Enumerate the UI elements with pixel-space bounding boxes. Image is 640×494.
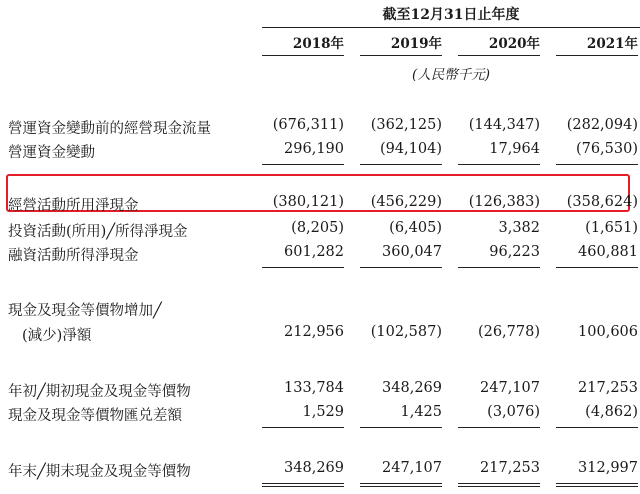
table-cell: (6,405) <box>389 220 442 236</box>
year-header-2018: 2018年 <box>292 36 344 52</box>
year-header-2020: 2020年 <box>488 36 540 52</box>
table-cell: (4,862) <box>585 404 638 420</box>
table-cell: 3,382 <box>498 220 540 236</box>
table-cell: 601,282 <box>284 244 344 260</box>
subtotal-rule <box>360 427 442 428</box>
table-cell: 1,425 <box>400 404 442 420</box>
table-cell: 96,223 <box>489 244 540 260</box>
subtotal-rule <box>262 164 344 165</box>
table-cell: 460,881 <box>578 244 638 260</box>
subtotal-rule <box>556 267 638 268</box>
table-cell: (1,651) <box>585 220 638 236</box>
row-label-pre-wc-operating-cashflow: 營運資金變動前的經營現金流量 <box>8 121 211 137</box>
year-header-rule <box>360 55 442 56</box>
table-cell: 212,956 <box>284 324 344 340</box>
period-title: 截至12月31日止年度 <box>382 7 520 23</box>
table-cell: 247,107 <box>480 380 540 396</box>
table-cell: (676,311) <box>272 117 344 133</box>
subtotal-rule <box>556 164 638 165</box>
year-header-rule <box>262 55 344 56</box>
unit-label: (人民幣千元) <box>411 67 491 83</box>
year-header-rule <box>556 55 638 56</box>
table-cell: (102,587) <box>370 324 442 340</box>
subtotal-rule <box>458 164 540 165</box>
table-cell: 1,529 <box>302 404 344 420</box>
total-double-rule <box>556 483 638 487</box>
table-cell: (282,094) <box>566 117 638 133</box>
subtotal-rule <box>262 267 344 268</box>
table-cell: 217,253 <box>578 380 638 396</box>
year-header-2021: 2021年 <box>586 36 638 52</box>
table-cell: 348,269 <box>382 380 442 396</box>
table-cell: (456,229) <box>370 194 442 210</box>
total-double-rule <box>458 483 540 487</box>
table-cell: (380,121) <box>272 194 344 210</box>
subtotal-rule <box>556 427 638 428</box>
subtotal-rule <box>262 427 344 428</box>
row-label-financing-cashflow: 融資活動所得淨現金 <box>8 248 139 264</box>
row-label-net-change-line1: 現金及現金等價物增加╱ <box>8 303 162 319</box>
row-label-net-cash-used-in-operating: 經營活動所用淨現金 <box>8 198 139 214</box>
subtotal-rule <box>458 267 540 268</box>
year-header-2019: 2019年 <box>390 36 442 52</box>
table-cell: (126,383) <box>468 194 540 210</box>
table-cell: 217,253 <box>480 460 540 476</box>
total-double-rule <box>360 483 442 487</box>
table-cell: 100,606 <box>578 324 638 340</box>
row-label-net-change-line2: (減少)淨額 <box>22 328 92 344</box>
table-cell: (144,347) <box>468 117 540 133</box>
table-cell: (76,530) <box>575 141 638 157</box>
row-label-investing-cashflow: 投資活動(所用)╱所得淨現金 <box>8 224 188 240</box>
table-cell: (3,076) <box>487 404 540 420</box>
table-cell: (94,104) <box>379 141 442 157</box>
total-double-rule <box>262 483 344 487</box>
period-title-rule <box>262 27 640 28</box>
table-cell: 348,269 <box>284 460 344 476</box>
table-cell: 17,964 <box>489 141 540 157</box>
subtotal-rule <box>360 267 442 268</box>
row-label-opening-cash: 年初╱期初現金及現金等價物 <box>8 384 191 400</box>
table-cell: (362,125) <box>370 117 442 133</box>
row-label-closing-cash: 年末╱期末現金及現金等價物 <box>8 464 191 480</box>
row-label-fx-difference: 現金及現金等價物匯兑差額 <box>8 408 182 424</box>
table-cell: (26,778) <box>477 324 540 340</box>
table-cell: 312,997 <box>578 460 638 476</box>
table-cell: 296,190 <box>284 141 344 157</box>
subtotal-rule <box>458 427 540 428</box>
table-cell: (358,624) <box>566 194 638 210</box>
table-cell: 247,107 <box>382 460 442 476</box>
row-label-working-capital-change: 營運資金變動 <box>8 145 95 161</box>
year-header-rule <box>458 55 540 56</box>
table-cell: (8,205) <box>291 220 344 236</box>
table-cell: 360,047 <box>382 244 442 260</box>
subtotal-rule <box>360 164 442 165</box>
table-cell: 133,784 <box>284 380 344 396</box>
